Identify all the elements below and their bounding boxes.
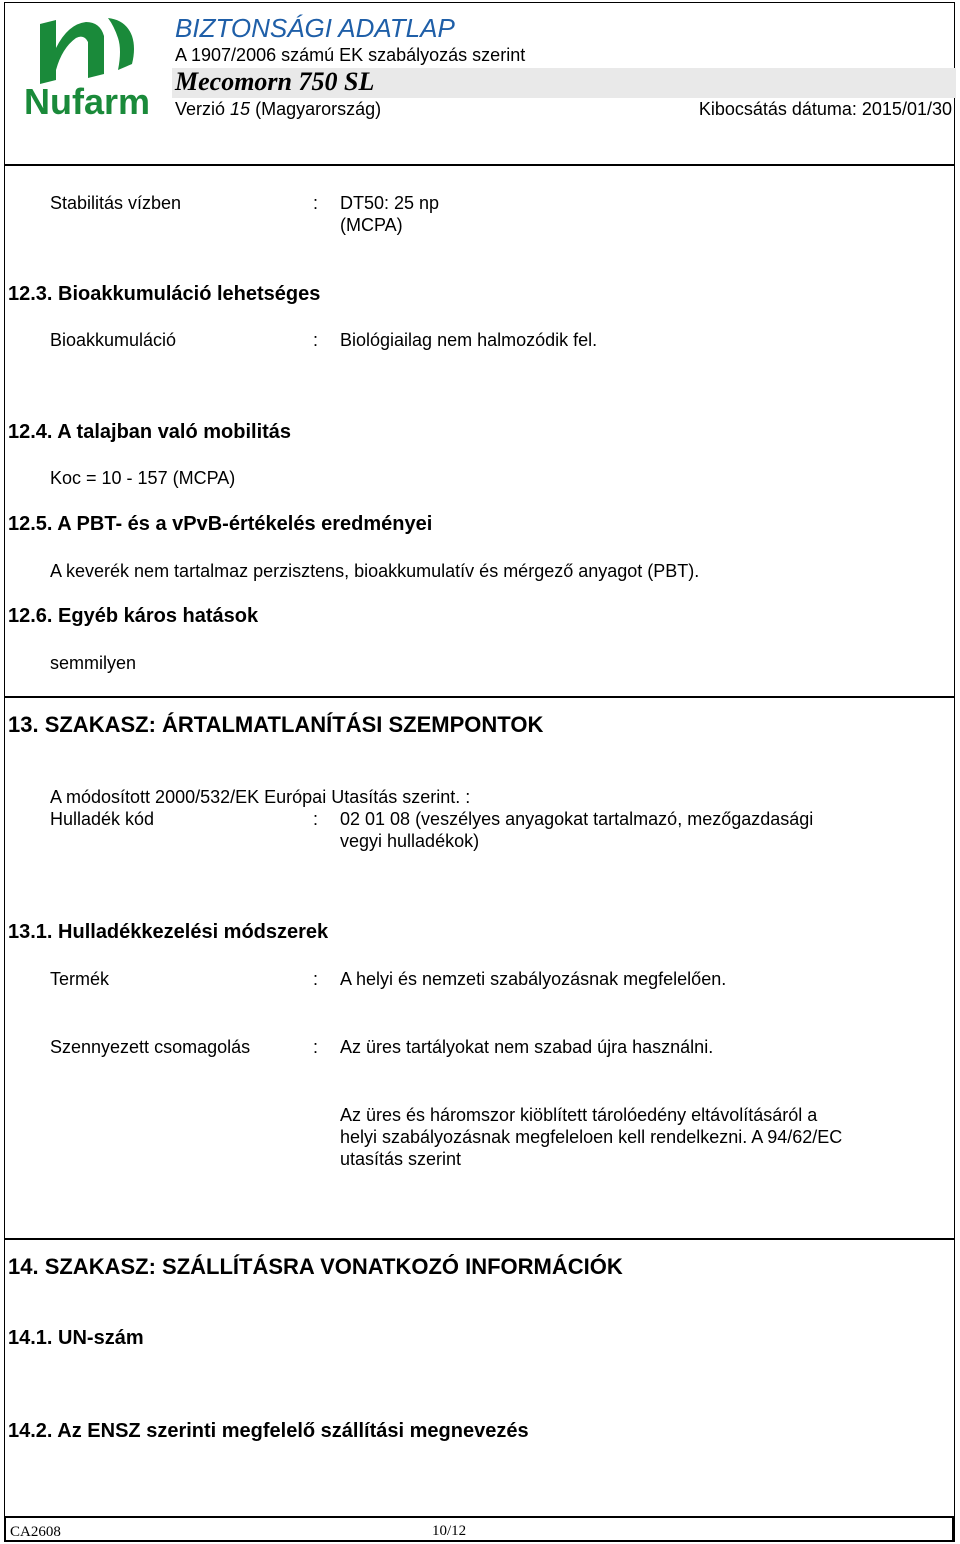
heading-section-13: 13. SZAKASZ: ÁRTALMATLANÍTÁSI SZEMPONTOK: [8, 712, 544, 737]
heading-14-1: 14.1. UN-szám: [8, 1327, 144, 1349]
section-14-divider: [4, 1238, 955, 1240]
regulation-line: A 1907/2006 számú EK szabályozás szerint: [175, 45, 526, 65]
heading-12-4: 12.4. A talajban való mobilitás: [8, 421, 292, 443]
page-frame-top: [4, 2, 955, 3]
waste-code-value-line1: 02 01 08 (veszélyes anyagokat tartalmazó, mezőgazdasági: [340, 809, 814, 829]
packaging-sep: :: [313, 1037, 319, 1057]
heading-12-6: 12.6. Egyéb káros hatások: [8, 605, 259, 627]
header-divider: [4, 164, 955, 166]
other-effects-text: semmilyen: [50, 653, 137, 673]
pbt-text: A keverék nem tartalmaz perzisztens, bioakkumulatív és mérgező anyagot (PBT).: [50, 561, 700, 581]
heading-section-14: 14. SZAKASZ: SZÁLLÍTÁSRA VONATKOZÓ INFORMÁCIÓK: [8, 1254, 623, 1279]
version-country: (Magyarország): [255, 99, 382, 119]
heading-12-3: 12.3. Bioakkumuláció lehetséges: [8, 283, 321, 305]
version-label: Verzió: [175, 99, 226, 119]
product-name: Mecomorn 750 SL: [175, 67, 375, 96]
waste-code-sep: :: [313, 809, 319, 829]
version-line: [175, 98, 381, 120]
directive-text: A módosított 2000/532/EK Európai Utasítás szerint. :: [50, 787, 471, 807]
issue-date: Kibocsátás dátuma: 2015/01/30: [698, 99, 952, 119]
product-label: Termék: [50, 969, 110, 989]
koc-text: Koc = 10 - 157 (MCPA): [50, 468, 236, 488]
product-sep: :: [313, 969, 319, 989]
section-13-divider: [4, 696, 955, 698]
packaging-label: Szennyezett csomagolás: [50, 1037, 251, 1057]
packaging-extra-line1: Az üres és háromszor kiöblített tárolóedény eltávolításáról a: [340, 1105, 818, 1125]
page-frame-left: [4, 2, 5, 1542]
stability-label: Stabilitás vízben: [50, 193, 182, 213]
page-frame-right: [954, 2, 955, 1542]
stability-sep: :: [313, 193, 319, 213]
footer-code: CA2608: [10, 1524, 61, 1540]
bioaccumulation-label: Bioakkumuláció: [50, 330, 177, 350]
page-footer: [4, 1516, 954, 1542]
nufarm-logo-icon: [22, 14, 150, 118]
waste-code-value-line2: vegyi hulladékok): [340, 831, 480, 851]
footer-page-number: 10/12: [432, 1523, 467, 1539]
packaging-value: Az üres tartályokat nem szabad újra használni.: [340, 1037, 714, 1057]
packaging-extra-line2: helyi szabályozásnak megfeleloen kell rendelkezni. A 94/62/EC: [340, 1127, 843, 1147]
product-value: A helyi és nemzeti szabályozásnak megfelelően.: [340, 969, 727, 989]
stability-value-line1: DT50: 25 np: [340, 193, 440, 213]
logo-text: Nufarm: [24, 81, 150, 118]
bioaccumulation-value: Biológiailag nem halmozódik fel.: [340, 330, 598, 350]
heading-12-5: 12.5. A PBT- és a vPvB-értékelés eredményei: [8, 513, 433, 535]
bioaccumulation-sep: :: [313, 330, 319, 350]
waste-code-label: Hulladék kód: [50, 809, 155, 829]
heading-13-1: 13.1. Hulladékkezelési módszerek: [8, 921, 329, 943]
packaging-extra-line3: utasítás szerint: [340, 1149, 462, 1169]
stability-value-line2: (MCPA): [340, 215, 403, 235]
heading-14-2: 14.2. Az ENSZ szerinti megfelelő szállítási megnevezés: [8, 1420, 529, 1442]
document-title: BIZTONSÁGI ADATLAP: [175, 13, 455, 43]
version-number: 15: [230, 99, 251, 119]
